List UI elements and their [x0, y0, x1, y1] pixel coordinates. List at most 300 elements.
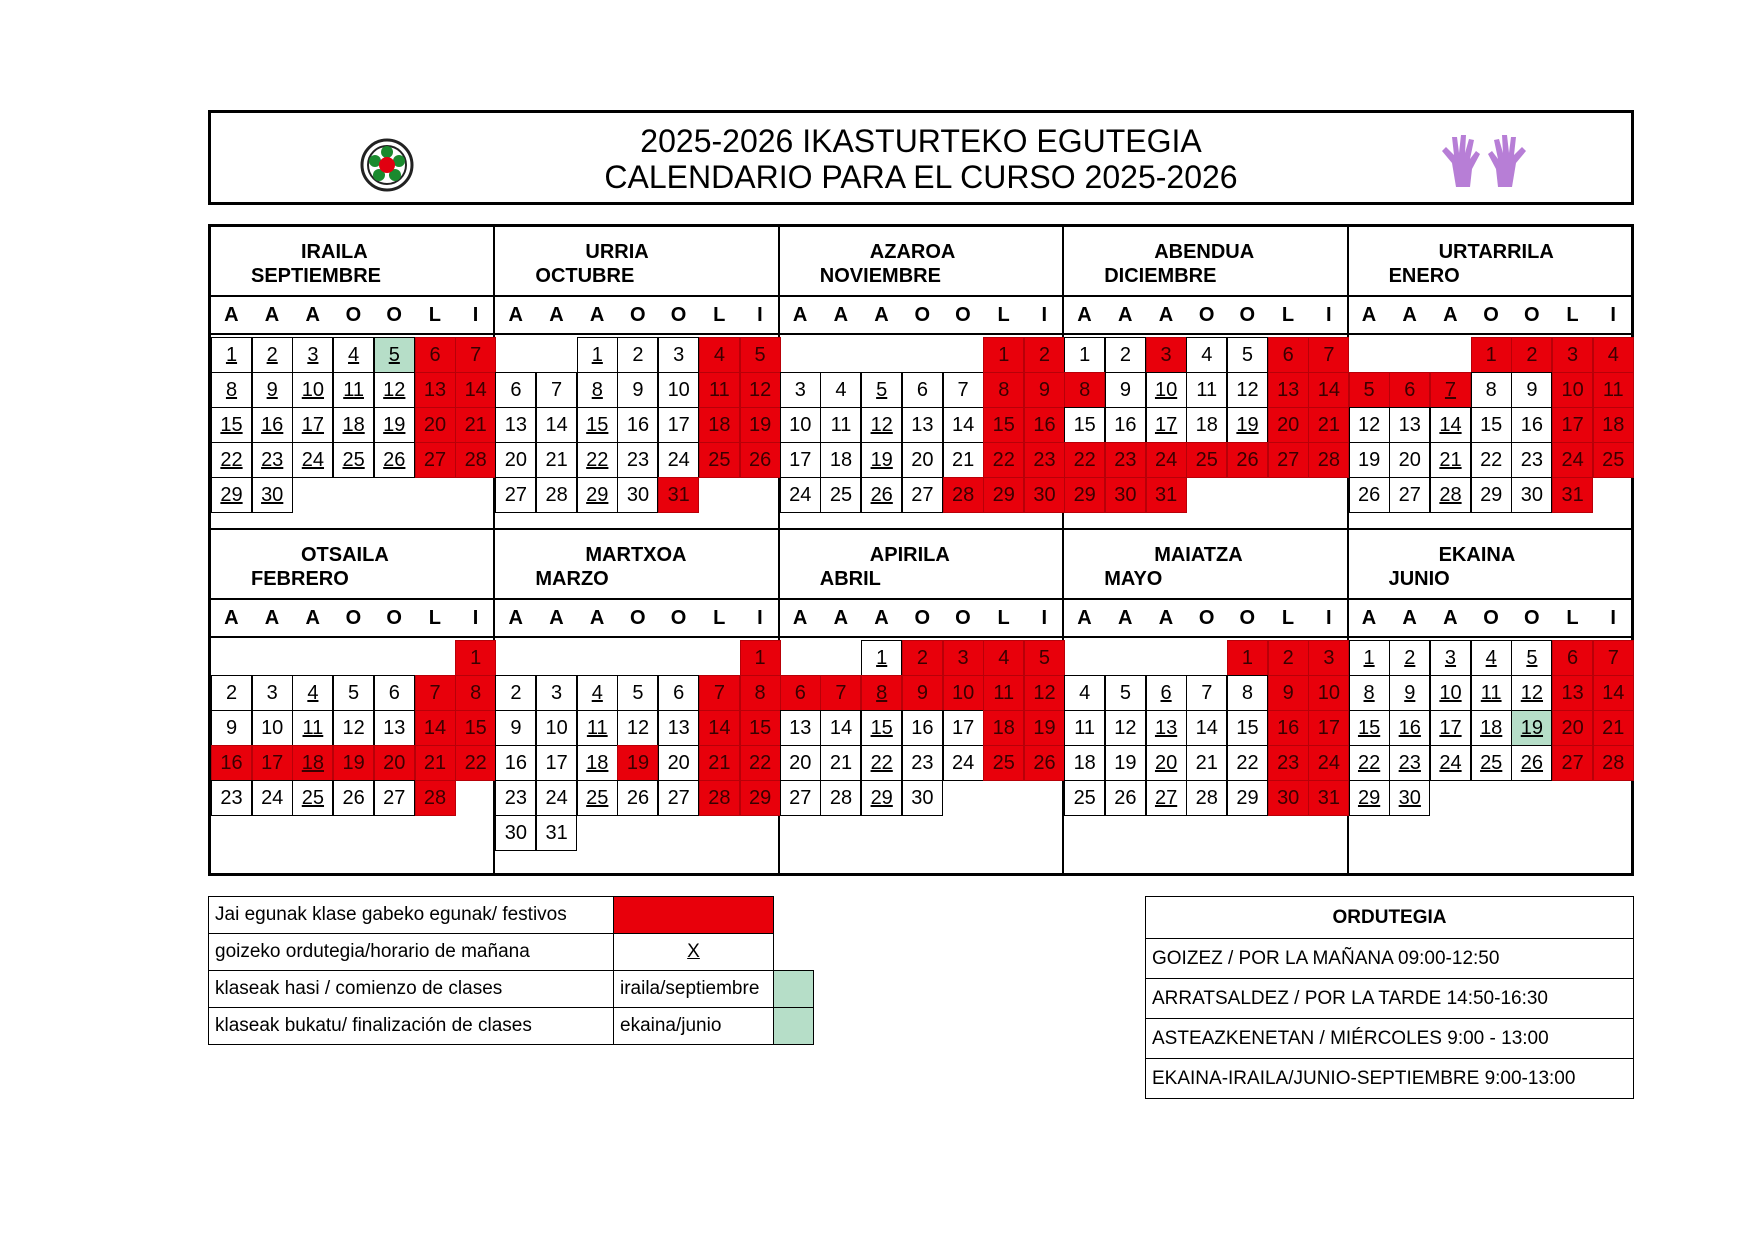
weekday-label: A — [792, 607, 808, 629]
calendar-day: 1 — [577, 337, 618, 373]
calendar-day: 23 — [1024, 442, 1065, 478]
calendar-day: 11 — [577, 710, 618, 746]
legend-row-end — [209, 1008, 814, 1045]
month-name-spanish: FEBRERO — [251, 568, 349, 590]
calendar-day: 28 — [415, 780, 456, 816]
calendar-day: 9 — [495, 710, 536, 746]
month-otsaila — [211, 530, 495, 873]
calendar-day: 20 — [1268, 407, 1309, 443]
month-name-basque: URRIA — [585, 241, 649, 263]
calendar-day: 29 — [1064, 477, 1105, 513]
calendar-day: 30 — [617, 477, 658, 513]
calendar-day: 27 — [902, 477, 943, 513]
legend-row-start — [209, 971, 814, 1008]
calendar-day: 12 — [1511, 675, 1552, 711]
calendar-day: 8 — [740, 675, 781, 711]
weekday-label: O — [670, 304, 687, 326]
calendar-day: 26 — [617, 780, 658, 816]
calendar-day: 18 — [1186, 407, 1227, 443]
schedule-row: ARRATSALDEZ / POR LA TARDE 14:50-16:30 — [1146, 979, 1634, 1019]
calendar-day: 3 — [1308, 640, 1349, 676]
calendar-day: 19 — [374, 407, 415, 443]
calendar-day: 8 — [1064, 372, 1105, 408]
calendar-day: 3 — [780, 372, 821, 408]
calendar-day: 5 — [861, 372, 902, 408]
weekday-header — [780, 297, 1062, 335]
calendar-day: 14 — [699, 710, 740, 746]
month-header — [495, 227, 777, 297]
weekday-label: L — [1566, 607, 1579, 629]
calendar-day: 21 — [1186, 745, 1227, 781]
month-urtarrila — [1349, 227, 1633, 530]
calendar-day: 12 — [1105, 710, 1146, 746]
calendar-day: 19 — [333, 745, 374, 781]
month-header — [1349, 227, 1633, 297]
weekday-label: A — [589, 607, 605, 629]
calendar-day: 2 — [1389, 640, 1430, 676]
weekday-label: A — [305, 304, 320, 326]
calendar-day: 27 — [495, 477, 536, 513]
calendar-day: 9 — [1389, 675, 1430, 711]
calendar-day: 1 — [861, 640, 902, 676]
calendar-day: 3 — [292, 337, 333, 373]
calendar-day: 29 — [211, 477, 252, 513]
calendar-day: 26 — [1511, 745, 1552, 781]
calendar-day: 20 — [780, 745, 821, 781]
month-name-spanish: DICIEMBRE — [1104, 265, 1217, 287]
calendar-day: 3 — [536, 675, 577, 711]
calendar-day: 25 — [1186, 442, 1227, 478]
weekday-label: O — [955, 607, 971, 629]
calendar-day: 26 — [861, 477, 902, 513]
calendar-day: 25 — [1593, 442, 1634, 478]
weekday-label: O — [630, 607, 646, 629]
calendar-day: 17 — [536, 745, 577, 781]
calendar-day: 23 — [1105, 442, 1146, 478]
weekday-label: A — [508, 304, 523, 326]
weekday-label: A — [1158, 607, 1174, 629]
calendar-day: 17 — [1552, 407, 1593, 443]
calendar-day: 2 — [252, 337, 293, 373]
calendar-day: 12 — [740, 372, 781, 408]
calendar-day: 7 — [455, 337, 496, 373]
legend-start-label: klaseak hasi / comienzo de clases — [209, 971, 614, 1008]
calendar-day: 12 — [1227, 372, 1268, 408]
calendar-day: 3 — [252, 675, 293, 711]
month-name-basque: AZAROA — [869, 241, 956, 263]
calendar-day: 15 — [740, 710, 781, 746]
calendar-day: 29 — [983, 477, 1024, 513]
weekday-label: I — [1325, 304, 1332, 326]
calendar-day: 27 — [1146, 780, 1187, 816]
calendar-day: 27 — [1268, 442, 1309, 478]
calendar-day: 24 — [1308, 745, 1349, 781]
calendar-day: 18 — [333, 407, 374, 443]
month-name-spanish: MARZO — [535, 568, 609, 590]
month-name-basque: MARTXOA — [585, 544, 687, 566]
calendar-day: 31 — [1308, 780, 1349, 816]
weekday-label: A — [549, 607, 564, 629]
calendar-day: 13 — [780, 710, 821, 746]
calendar-day: 19 — [1024, 710, 1065, 746]
calendar-day: 5 — [1511, 640, 1552, 676]
calendar-day: 15 — [983, 407, 1024, 443]
calendar-day: 14 — [1186, 710, 1227, 746]
weekday-label: O — [386, 607, 402, 629]
weekday-label: I — [1041, 304, 1048, 326]
calendar-day: 10 — [943, 675, 984, 711]
calendar-day: 21 — [536, 442, 577, 478]
weekday-label: L — [1281, 607, 1295, 629]
month-maiatza — [1064, 530, 1348, 873]
weekday-header — [1349, 600, 1633, 638]
calendar-day: 9 — [1024, 372, 1065, 408]
calendar-day: 3 — [1552, 337, 1593, 373]
calendar-day: 13 — [374, 710, 415, 746]
calendar-day: 20 — [374, 745, 415, 781]
calendar-day: 11 — [333, 372, 374, 408]
calendar-day: 28 — [1430, 477, 1471, 513]
calendar-day: 23 — [902, 745, 943, 781]
calendar-day: 4 — [333, 337, 374, 373]
schedule-row: GOIZEZ / POR LA MAÑANA 09:00-12:50 — [1146, 939, 1634, 979]
calendar-day: 9 — [902, 675, 943, 711]
weekday-label: L — [1281, 304, 1295, 326]
calendar-day: 12 — [1349, 407, 1390, 443]
calendar-day: 25 — [1471, 745, 1512, 781]
calendar-day: 5 — [1349, 372, 1390, 408]
calendar-day: 20 — [1552, 710, 1593, 746]
calendar-day: 4 — [820, 372, 861, 408]
legend-row-morning — [209, 934, 814, 971]
calendar-day: 28 — [1186, 780, 1227, 816]
calendar-day: 30 — [495, 815, 536, 851]
calendar-day: 22 — [861, 745, 902, 781]
calendar-day: 30 — [1389, 780, 1430, 816]
month-name-basque: APIRILA — [869, 544, 950, 566]
calendar-day: 19 — [1349, 442, 1390, 478]
calendar-day: 28 — [455, 442, 496, 478]
calendar-day: 11 — [1064, 710, 1105, 746]
weekday-label: I — [472, 304, 479, 326]
calendar-day: 29 — [861, 780, 902, 816]
calendar-day: 8 — [1471, 372, 1512, 408]
calendar-day: 1 — [740, 640, 781, 676]
month-apirila — [780, 530, 1064, 873]
calendar-day: 15 — [455, 710, 496, 746]
weekday-label: A — [1402, 607, 1417, 629]
calendar-day: 22 — [740, 745, 781, 781]
month-header — [780, 530, 1062, 600]
weekday-label: I — [757, 607, 763, 629]
calendar-day: 22 — [1064, 442, 1105, 478]
month-header — [211, 530, 493, 600]
calendar-day: 16 — [211, 745, 252, 781]
calendar-day: 28 — [1593, 745, 1634, 781]
calendar-day: 9 — [211, 710, 252, 746]
calendar-day: 23 — [1268, 745, 1309, 781]
calendar-day: 6 — [374, 675, 415, 711]
calendar-day: 15 — [1471, 407, 1512, 443]
weekday-label: A — [305, 607, 320, 629]
weekday-label: I — [757, 304, 763, 326]
calendar-day: 18 — [1593, 407, 1634, 443]
month-name-spanish: ENERO — [1388, 265, 1460, 287]
calendar-day: 11 — [1471, 675, 1512, 711]
calendar-day: 10 — [292, 372, 333, 408]
legend-end-month: ekaina/junio — [614, 1008, 774, 1045]
calendar-day: 30 — [1268, 780, 1309, 816]
calendar-day: 12 — [617, 710, 658, 746]
calendar-day: 6 — [902, 372, 943, 408]
calendar-day: 24 — [1430, 745, 1471, 781]
calendar-day: 6 — [780, 675, 821, 711]
weekday-label: A — [1443, 607, 1458, 629]
calendar-day: 13 — [1389, 407, 1430, 443]
calendar-day: 15 — [1064, 407, 1105, 443]
calendar-day: 20 — [658, 745, 699, 781]
calendar-day: 11 — [983, 675, 1024, 711]
calendar-day: 25 — [333, 442, 374, 478]
calendar-day: 19 — [1105, 745, 1146, 781]
month-name-basque: URTARRILA — [1438, 241, 1554, 263]
calendar-day: 14 — [1308, 372, 1349, 408]
weekday-label: A — [1117, 304, 1133, 326]
calendar-day: 7 — [699, 675, 740, 711]
weekday-label: A — [1361, 607, 1377, 629]
weekday-header — [1064, 297, 1346, 335]
calendar-day: 9 — [617, 372, 658, 408]
calendar-day: 27 — [374, 780, 415, 816]
weekday-label: A — [508, 607, 523, 629]
calendar-day: 16 — [1511, 407, 1552, 443]
calendar-day: 18 — [1064, 745, 1105, 781]
calendar-day: 14 — [1593, 675, 1634, 711]
calendar-day: 1 — [211, 337, 252, 373]
legend-start-swatch — [774, 971, 814, 1008]
weekday-label: I — [1610, 607, 1616, 629]
calendar-day: 8 — [577, 372, 618, 408]
calendar-day: 1 — [1471, 337, 1512, 373]
month-iraila — [211, 227, 495, 530]
calendar-day: 5 — [1024, 640, 1065, 676]
calendar-day: 6 — [415, 337, 456, 373]
month-name-basque: MAIATZA — [1154, 544, 1243, 566]
calendar-day: 7 — [943, 372, 984, 408]
calendar-day: 14 — [415, 710, 456, 746]
calendar-day: 21 — [1308, 407, 1349, 443]
calendar-day: 20 — [902, 442, 943, 478]
calendar-day: 12 — [1024, 675, 1065, 711]
calendar-day: 4 — [1186, 337, 1227, 373]
month-name-basque: EKAINA — [1438, 544, 1516, 566]
calendar-day: 12 — [333, 710, 374, 746]
month-name-basque: IRAILA — [301, 241, 368, 263]
month-urria — [495, 227, 779, 530]
calendar-day: 25 — [1064, 780, 1105, 816]
calendar-day: 11 — [1593, 372, 1634, 408]
calendar-day: 11 — [699, 372, 740, 408]
weekday-label: A — [874, 607, 889, 629]
legend-row-holidays — [209, 897, 814, 934]
schedule-table — [1145, 896, 1634, 1099]
calendar-day: 24 — [292, 442, 333, 478]
calendar-day: 20 — [1146, 745, 1187, 781]
calendar-day: 23 — [617, 442, 658, 478]
legend-end-label: klaseak bukatu/ finalización de clases — [209, 1008, 614, 1045]
calendar-day: 1 — [1064, 337, 1105, 373]
month-header — [211, 227, 493, 297]
weekday-label: A — [264, 304, 280, 326]
calendar-day: 26 — [374, 442, 415, 478]
weekday-header — [495, 297, 777, 335]
calendar-day: 20 — [1389, 442, 1430, 478]
calendar-day: 5 — [333, 675, 374, 711]
calendar-day: 19 — [1511, 710, 1552, 746]
calendar-day: 6 — [1146, 675, 1187, 711]
calendar-day: 3 — [943, 640, 984, 676]
calendar-day: 21 — [1593, 710, 1634, 746]
calendar-day: 29 — [1471, 477, 1512, 513]
weekday-label: L — [997, 304, 1010, 326]
calendar-day: 18 — [699, 407, 740, 443]
weekday-label: A — [1117, 607, 1133, 629]
weekday-label: O — [1483, 304, 1499, 326]
calendar-day: 14 — [536, 407, 577, 443]
calendar-day: 4 — [699, 337, 740, 373]
calendar-day: 19 — [861, 442, 902, 478]
calendar-day: 4 — [1593, 337, 1634, 373]
calendar-day: 15 — [211, 407, 252, 443]
schedule-row: EKAINA-IRAILA/JUNIO-SEPTIEMBRE 9:00-13:00 — [1146, 1059, 1634, 1099]
weekday-label: O — [955, 304, 971, 326]
calendar-day: 20 — [415, 407, 456, 443]
calendar-day: 25 — [820, 477, 861, 513]
calendar-day: 21 — [1430, 442, 1471, 478]
calendar-day: 14 — [1430, 407, 1471, 443]
calendar-day: 10 — [1430, 675, 1471, 711]
calendar-day: 20 — [495, 442, 536, 478]
calendar-day: 18 — [292, 745, 333, 781]
calendar-day: 31 — [1552, 477, 1593, 513]
calendar-day: 23 — [252, 442, 293, 478]
weekday-label: L — [1566, 304, 1579, 326]
calendar-day: 2 — [495, 675, 536, 711]
calendar-day: 4 — [292, 675, 333, 711]
weekday-label: A — [792, 304, 808, 326]
calendar-day: 17 — [658, 407, 699, 443]
calendar-day: 6 — [658, 675, 699, 711]
weekday-label: I — [472, 607, 479, 629]
weekday-header — [1064, 600, 1346, 638]
title-box — [208, 110, 1634, 205]
calendar-day: 10 — [1552, 372, 1593, 408]
calendar-day: 4 — [1471, 640, 1512, 676]
weekday-label: A — [1361, 304, 1377, 326]
calendar-day: 23 — [495, 780, 536, 816]
calendar-day: 7 — [1430, 372, 1471, 408]
calendar-day: 18 — [983, 710, 1024, 746]
weekday-label: L — [428, 304, 441, 326]
weekday-label: A — [589, 304, 605, 326]
calendar-day: 28 — [820, 780, 861, 816]
calendar-day: 24 — [658, 442, 699, 478]
calendar-day: 24 — [943, 745, 984, 781]
month-name-basque: ABENDUA — [1154, 241, 1255, 263]
calendar-day: 27 — [1552, 745, 1593, 781]
calendar-day: 28 — [1308, 442, 1349, 478]
calendar-day: 17 — [292, 407, 333, 443]
calendar-day: 5 — [740, 337, 781, 373]
calendar-day: 9 — [1511, 372, 1552, 408]
calendar-day: 25 — [983, 745, 1024, 781]
calendar-day: 18 — [577, 745, 618, 781]
weekday-label: O — [1523, 607, 1540, 629]
calendar-day: 8 — [861, 675, 902, 711]
calendar-day: 7 — [1308, 337, 1349, 373]
calendar-day: 26 — [1227, 442, 1268, 478]
weekday-label: O — [345, 304, 362, 326]
weekday-label: O — [1239, 304, 1256, 326]
calendar-day: 17 — [780, 442, 821, 478]
calendar-day: 26 — [1024, 745, 1065, 781]
calendar-day: 22 — [1471, 442, 1512, 478]
calendar-day: 29 — [1349, 780, 1390, 816]
calendar-day: 4 — [1064, 675, 1105, 711]
calendar-day: 17 — [1308, 710, 1349, 746]
month-name-basque: OTSAILA — [301, 544, 389, 566]
calendar-day: 4 — [577, 675, 618, 711]
calendar-day: 16 — [1389, 710, 1430, 746]
calendar-day: 27 — [1389, 477, 1430, 513]
calendar-day: 17 — [1146, 407, 1187, 443]
calendar-day: 14 — [455, 372, 496, 408]
calendar-day: 6 — [495, 372, 536, 408]
title-line-basque: 2025-2026 IKASTURTEKO EGUTEGIA — [640, 123, 1202, 159]
month-ekaina — [1349, 530, 1633, 873]
calendar-day: 26 — [1349, 477, 1390, 513]
month-header — [1064, 530, 1346, 600]
calendar-day: 16 — [252, 407, 293, 443]
calendar-day: 2 — [211, 675, 252, 711]
calendar-day: 8 — [211, 372, 252, 408]
weekday-label: L — [713, 304, 726, 326]
calendar-day: 16 — [495, 745, 536, 781]
weekday-label: A — [874, 304, 889, 326]
month-name-spanish: JUNIO — [1388, 568, 1450, 590]
calendar-day: 28 — [536, 477, 577, 513]
calendar-day: 25 — [292, 780, 333, 816]
month-header — [780, 227, 1062, 297]
legend-table — [208, 896, 814, 1045]
weekday-label: O — [914, 607, 931, 629]
calendar-day: 26 — [1105, 780, 1146, 816]
calendar-day: 2 — [902, 640, 943, 676]
legend-holidays-swatch — [614, 897, 774, 934]
calendar-day: 30 — [1511, 477, 1552, 513]
calendar-day: 9 — [252, 372, 293, 408]
calendar-day: 27 — [415, 442, 456, 478]
calendar-day: 16 — [617, 407, 658, 443]
calendar-day: 13 — [415, 372, 456, 408]
calendar-day: 28 — [699, 780, 740, 816]
calendar-day: 5 — [1105, 675, 1146, 711]
calendar-day: 22 — [577, 442, 618, 478]
weekday-label: A — [1443, 304, 1458, 326]
calendar-day: 11 — [1186, 372, 1227, 408]
calendar-day: 9 — [1105, 372, 1146, 408]
month-name-spanish: SEPTIEMBRE — [251, 265, 382, 287]
